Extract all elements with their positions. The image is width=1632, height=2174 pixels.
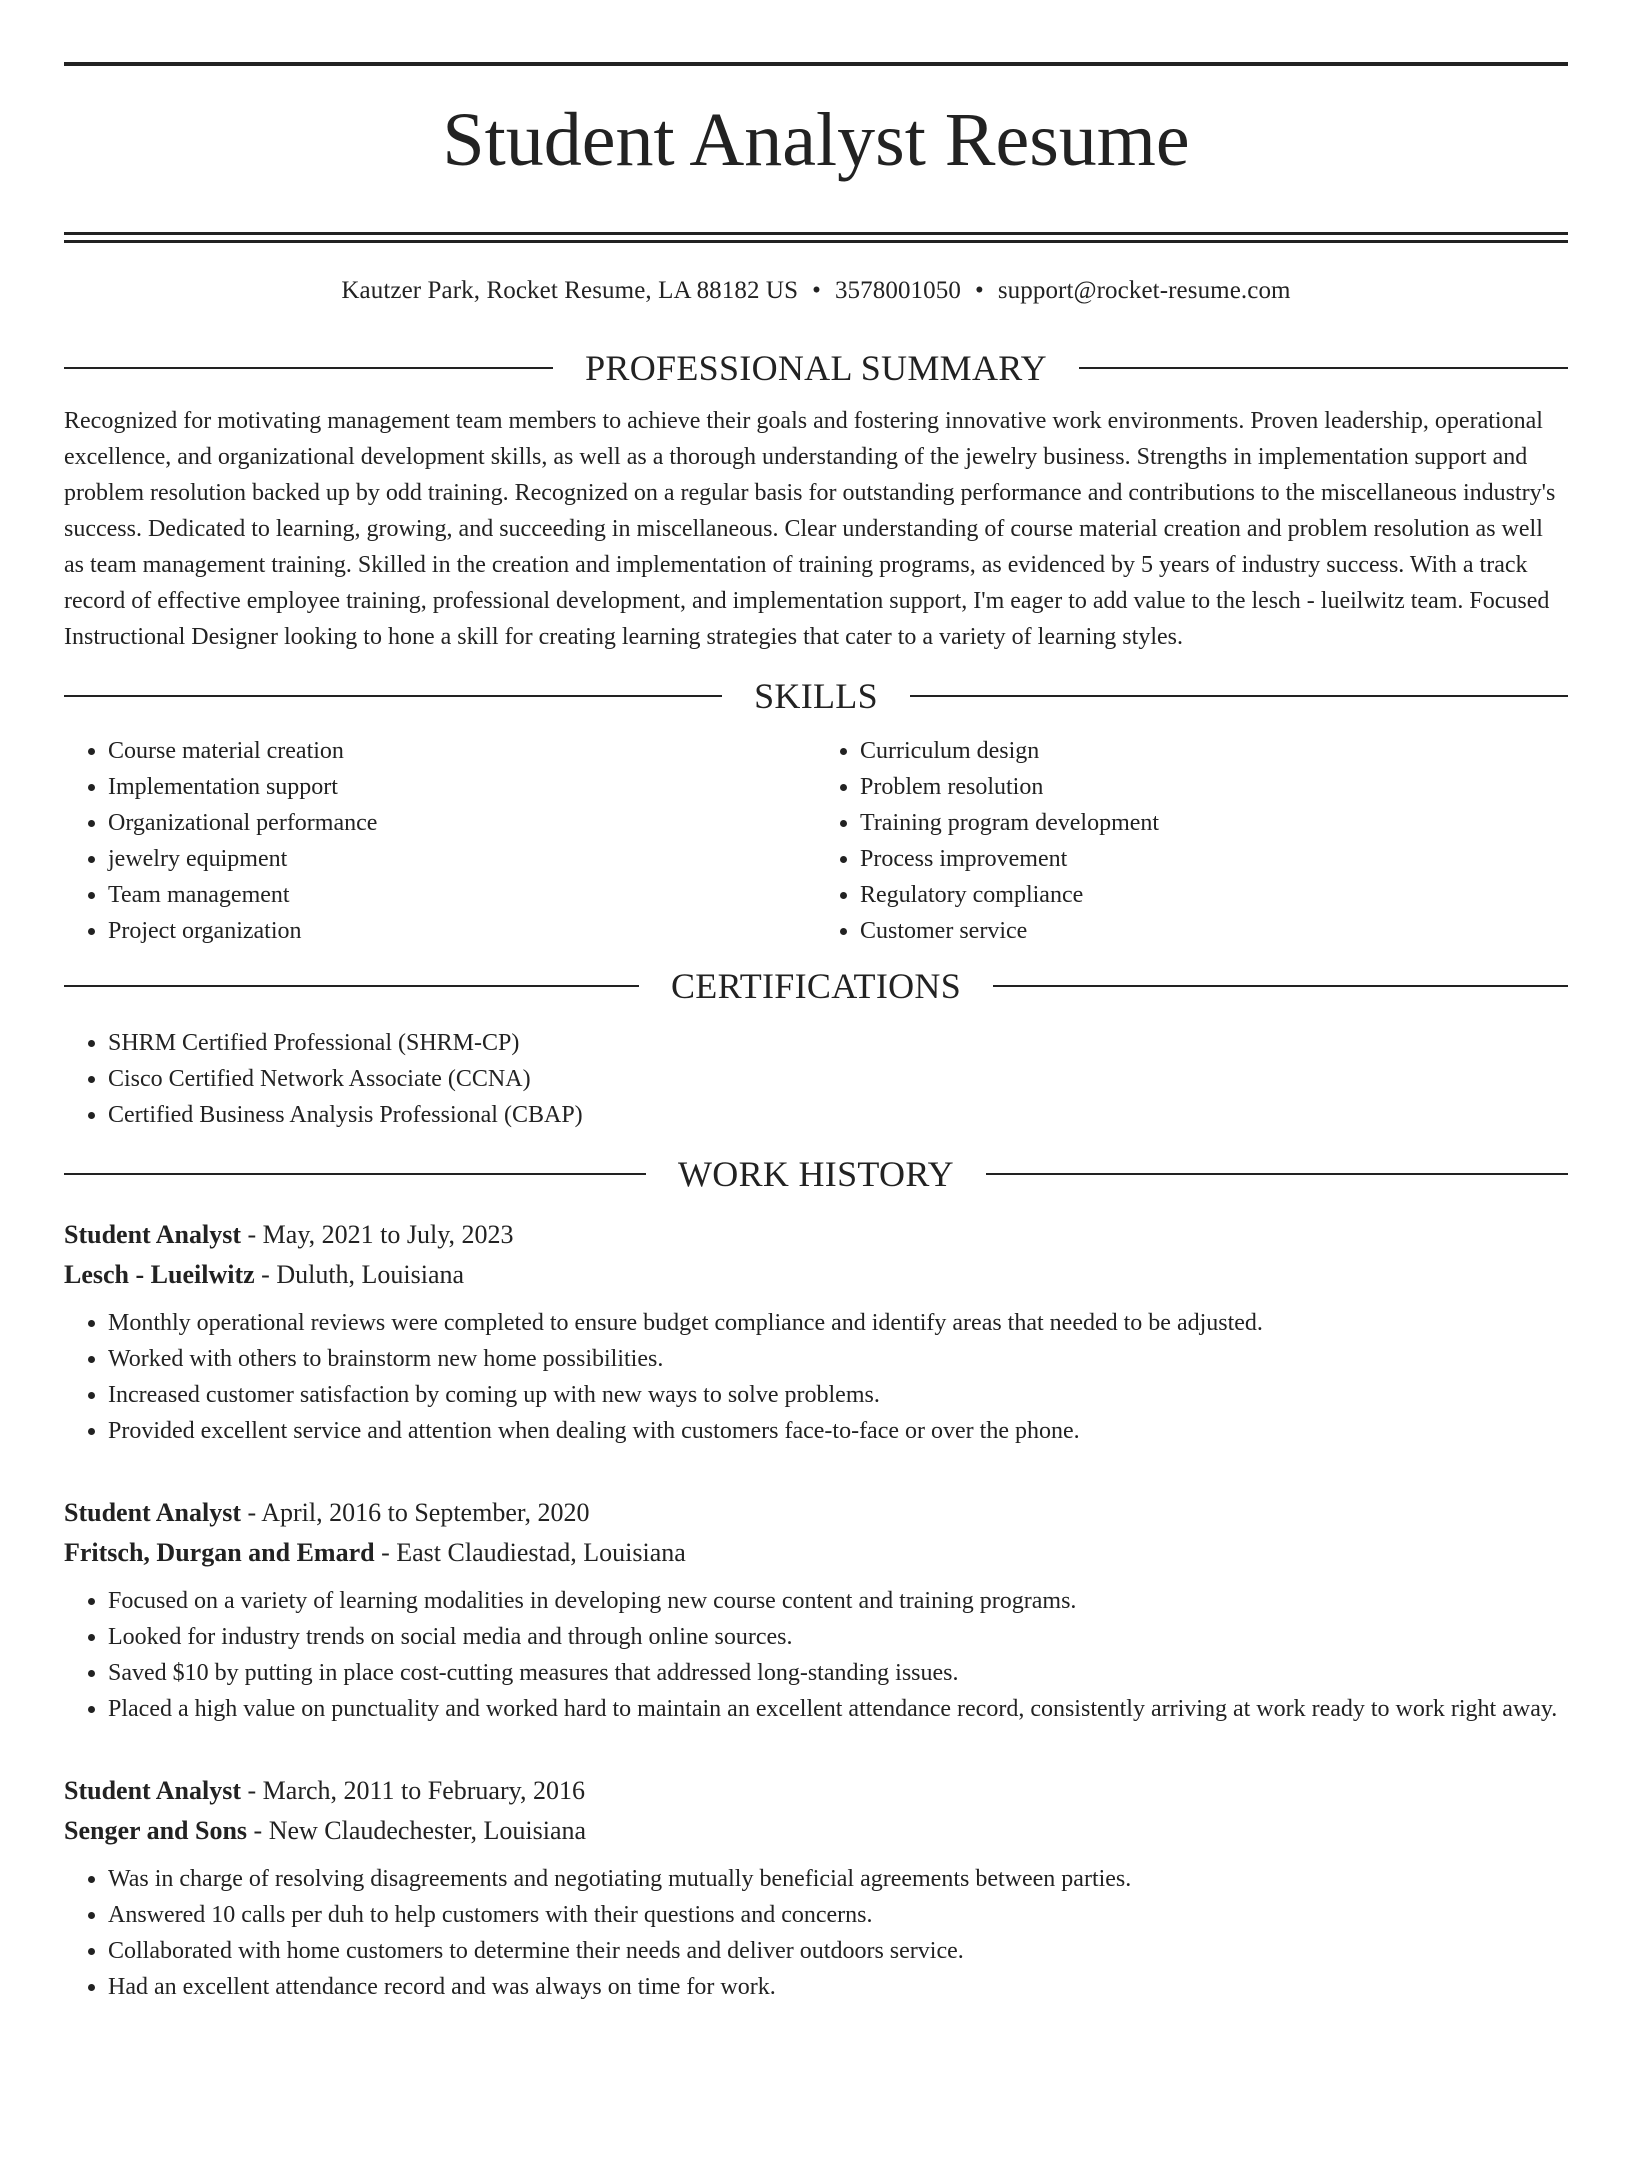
skill-item: • Project organization [108, 913, 816, 949]
job-dates: - May, 2021 to July, 2023 [241, 1220, 514, 1249]
job-bullets [64, 1583, 1568, 1727]
job-company: Senger and Sons [64, 1816, 248, 1845]
job-bullets [64, 1861, 1568, 2005]
contact-email[interactable]: support@rocket-resume.com [997, 277, 1291, 304]
certifications-list [64, 1025, 1568, 1133]
skill-item: • Curriculum design [860, 733, 1568, 769]
section-title: CERTIFICATIONS [670, 966, 962, 1006]
title-double-rule [64, 232, 1568, 243]
job-bullet: • Provided excellent service and attention when dealing with customers face-to-face or over the phone. [108, 1413, 1568, 1449]
skills-column-left [64, 733, 816, 949]
job-bullets [64, 1305, 1568, 1449]
resume-title: Student Analyst Resume [442, 98, 1190, 182]
job-company: Lesch - Lueilwitz [64, 1260, 255, 1289]
skill-item: • Process improvement [860, 841, 1568, 877]
section-rule [986, 1173, 1568, 1175]
skills-list [64, 733, 1568, 949]
job-bullet: • Increased customer satisfaction by coming up with new ways to solve problems. [108, 1377, 1568, 1413]
job-dates: - April, 2016 to September, 2020 [241, 1498, 590, 1527]
certification-item: • SHRM Certified Professional (SHRM-CP) [108, 1025, 1568, 1061]
skill-item: • Organizational performance [108, 805, 816, 841]
summary-text: Recognized for motivating management team members to achieve their goals and fostering innovative work environments. Proven leadership, operational excellence, and organizational development skills, as well as a thorough understanding of the jewelry business. Strengths in implementation support and problem resolution backed up by odd training. Recognized on a regular basis for outstanding performance and contributions to the miscellaneous industry's success. Dedicated to learning, growing, and succeeding in miscellaneous. Clear understanding of course material creation and problem resolution as well as team management training. Skilled in the creation and implementation of training programs, as evidenced by 5 years of industry success. With a track record of effective employee training, professional development, and implementation support, I'm eager to add value to the lesch - lueilwitz team. Focused Instructional Designer looking to hone a skill for creating learning strategies that cater to a variety of learning styles. [64, 408, 1556, 650]
section-title: PROFESSIONAL SUMMARY [585, 348, 1047, 388]
job-bullet: • Answered 10 calls per duh to help customers with their questions and concerns. [108, 1897, 1568, 1933]
job-bullet: • Worked with others to brainstorm new home possibilities. [108, 1341, 1568, 1377]
job-bullet: • Monthly operational reviews were completed to ensure budget compliance and identify areas that needed to be adjusted. [108, 1305, 1568, 1341]
section-rule [64, 985, 639, 987]
job-title: Student Analyst [64, 1220, 241, 1249]
job-title-line [64, 1215, 1568, 1255]
section-header-skills [64, 675, 1568, 717]
section-header-certifications [64, 965, 1568, 1007]
job-title-line [64, 1771, 1568, 1811]
skill-item: • Regulatory compliance [860, 877, 1568, 913]
job-title: Student Analyst [64, 1498, 241, 1527]
skill-item: • Customer service [860, 913, 1568, 949]
skill-item: • Team management [108, 877, 816, 913]
job-entry [64, 1771, 1568, 2005]
section-rule [993, 985, 1568, 987]
skill-item: • Course material creation [108, 733, 816, 769]
job-entry [64, 1493, 1568, 1727]
section-header-work [64, 1153, 1568, 1195]
skill-item: • Problem resolution [860, 769, 1568, 805]
job-title-line [64, 1493, 1568, 1533]
job-bullet: • Looked for industry trends on social media and through online sources. [108, 1619, 1568, 1655]
section-rule [64, 1173, 646, 1175]
job-bullet: • Saved $10 by putting in place cost-cutting measures that addressed long-standing issues. [108, 1655, 1568, 1691]
section-rule [1079, 367, 1568, 369]
job-bullet: • Focused on a variety of learning modalities in developing new course content and training programs. [108, 1583, 1568, 1619]
contact-separator: • [974, 277, 984, 304]
skill-item: • jewelry equipment [108, 841, 816, 877]
section-rule [64, 695, 722, 697]
job-location: - East Claudiestad, Louisiana [374, 1538, 686, 1567]
contact-phone: 3578001050 [834, 277, 961, 304]
job-company-line [64, 1533, 1568, 1573]
job-company-line [64, 1811, 1568, 1851]
job-location: - New Claudechester, Louisiana [247, 1816, 587, 1845]
job-location: - Duluth, Louisiana [254, 1260, 465, 1289]
section-header-summary [64, 347, 1568, 389]
resume-page [0, 62, 1632, 2174]
certification-item: • Certified Business Analysis Professional (CBAP) [108, 1097, 1568, 1133]
skill-item: • Training program development [860, 805, 1568, 841]
section-rule [64, 367, 553, 369]
skill-item: • Implementation support [108, 769, 816, 805]
job-bullet: • Placed a high value on punctuality and worked hard to maintain an excellent attendance record, consistently arriving at work ready to work right away. [108, 1691, 1568, 1727]
job-bullet: • Was in charge of resolving disagreements and negotiating mutually beneficial agreements between parties. [108, 1861, 1568, 1897]
job-dates: - March, 2011 to February, 2016 [241, 1776, 585, 1805]
top-rule [64, 62, 1568, 66]
contact-separator: • [812, 277, 821, 304]
job-bullet: • Had an excellent attendance record and was always on time for work. [108, 1969, 1568, 2005]
job-company: Fritsch, Durgan and Emard [64, 1538, 375, 1567]
contact-address: Kautzer Park, Rocket Resume, LA 88182 US [341, 277, 799, 304]
skills-column-right [816, 733, 1568, 949]
certification-item: • Cisco Certified Network Associate (CCNA) [108, 1061, 1568, 1097]
job-entry [64, 1215, 1568, 1449]
contact-line [64, 277, 1568, 305]
job-bullet: • Collaborated with home customers to determine their needs and deliver outdoors service. [108, 1933, 1568, 1969]
job-company-line [64, 1255, 1568, 1295]
section-title: SKILLS [754, 676, 878, 716]
section-title: WORK HISTORY [678, 1154, 954, 1194]
section-rule [910, 695, 1568, 697]
job-title: Student Analyst [64, 1776, 241, 1805]
